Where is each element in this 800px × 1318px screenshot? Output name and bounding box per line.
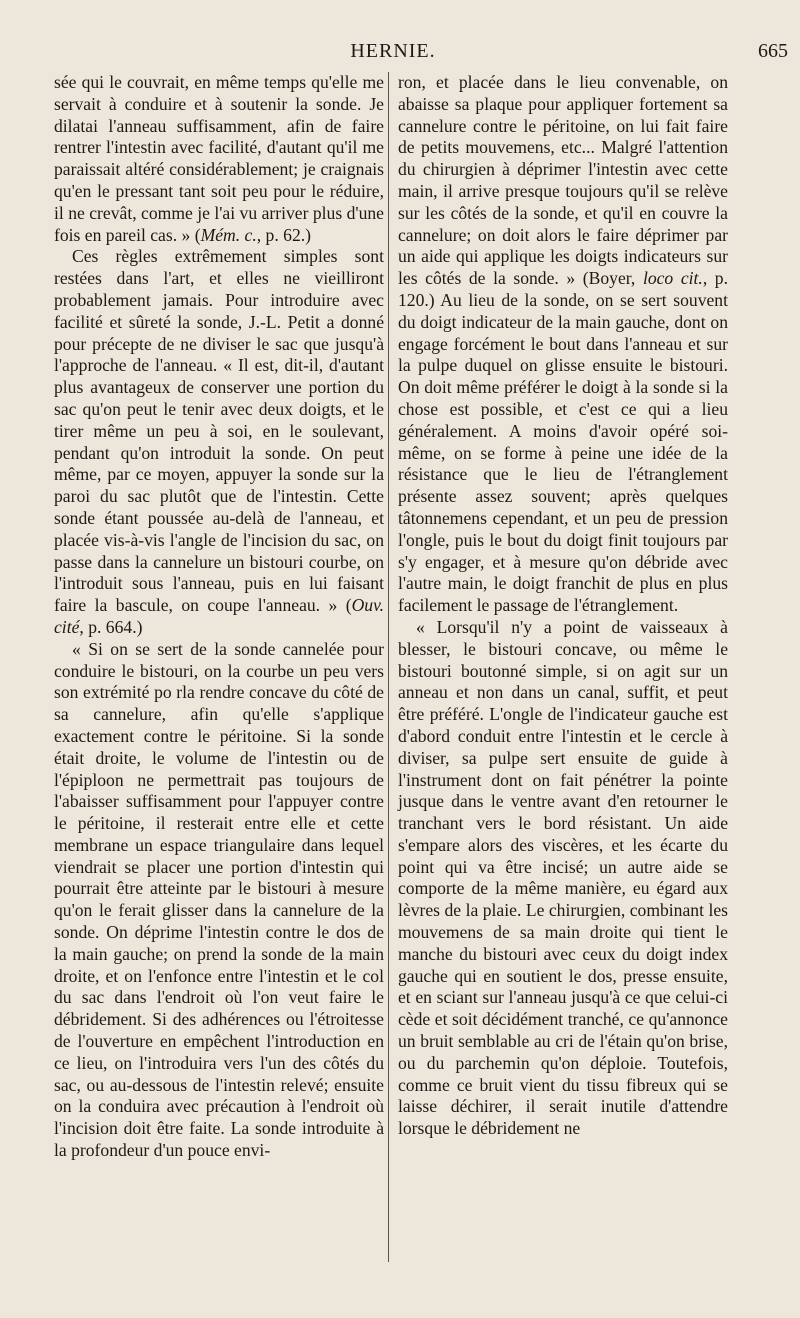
paragraph-text: Ces règles extrêmement simples sont restées dans l'art, et elles ne vieilliront probablement jamais. Pour introduire avec facilité et sûreté la sonde, J.-L. Petit a donné pour précepte de ne diviser le sac que jusqu'à l'approche de l'anneau. « Il est, dit-il, d'autant plus avantageux de conserver une portion du sac qu'on peut le tenir avec deux doigts, et le tirer même un peu à soi, en le soulevant, pendant qu'on introduit la sonde. On peut même, par ce moyen, appuyer la sonde sur la paroi du sac plutôt que de l'intestin. Cette sonde étant poussée au-delà de l'anneau, et placée vis-à-vis l'angle de l'incision du sac, on passe dans la cannelure un bistouri courbe, on l'introduit sous l'anneau, puis en lui faisant faire la bascule, on coupe l'anneau. » (	[54, 246, 384, 616]
citation: Mém. c.	[200, 224, 257, 245]
page-title: HERNIE.	[350, 40, 436, 62]
running-header	[48, 40, 788, 72]
paragraph	[54, 246, 384, 638]
right-column	[398, 72, 728, 1140]
paragraph	[398, 72, 728, 617]
page-number: 665	[758, 40, 788, 62]
paragraph-text: ron, et placée dans le lieu convenable, on abaisse sa plaque pour appliquer fortement sa cannelure contre le péritoine, on lui fait faire de petits mouvemens, etc... Malgré l'attention du chirurgien à déprimer l'intestin avec cette main, il arrive presque toujours qu'il se relève sur les côtés de la sonde, et qu'il en couvre la cannelure; on doit alors le faire déprimer par un aide qui applique les doigts indicateurs sur les côtés de la sonde. » (Boyer,	[398, 72, 728, 289]
citation: Ouv. cité	[54, 595, 384, 637]
paragraph	[54, 72, 384, 246]
paragraph: « Lorsqu'il n'y a point de vaisseaux à blesser, le bistouri concave, ou même le bistouri boutonné simple, si on agit sur un anneau et non dans un canal, suffit, et peut être préféré. L'ongle de l'indicateur gauche est d'abord conduit entre l'intestin et le cercle à diviser, sa pulpe sert ensuite de guide à l'instrument dont on fait pénétrer la pointe jusque dans le ventre avant d'en retourner le tranchant vers le bord résistant. Un aide s'empare alors des viscères, et les écarte du point qui va être incisé; un autre aide se comporte de la même manière, eu égard aux lèvres de la plaie. Le chirurgien, combinant les mouvemens de sa main droite qui tient le manche du bistouri avec ceux du doigt index gauche qui en soutient le dos, presse ensuite, et en sciant sur l'anneau jusqu'à ce que celui-ci cède et soit décidément tranché, ce qu'annonce un bruit semblable au cri de l'étain qu'on brise, ou du parchemin qu'on déploie. Toutefois, comme ce bruit vient du tissu fibreux qui se laisse déchirer, il serait inutile d'attendre lorsque le débridement ne	[398, 616, 728, 1139]
paragraph-text: , p. 664.)	[79, 616, 143, 637]
paragraph-text: sée qui le couvrait, en même temps qu'elle me servait à conduire et à soutenir la sonde. Je dilatai l'anneau suffisamment, afin de faire rentrer l'intestin avec facilité, d'autant qu'il me paraissait altéré considérablement; je craignais qu'en le pressant tant soit peu pour le réduire, il ne crevât, comme je l'ai vu arriver plus d'une fois en pareil cas. » (	[54, 72, 384, 245]
citation: loco cit.	[642, 268, 703, 289]
paragraph: « Si on se sert de la sonde cannelée pour conduire le bistouri, on la courbe un peu vers son extrémité po rla rendre concave du côté de sa cannelure, afin qu'elle s'applique exactement contre le péritoine. Si la sonde était droite, le volume de l'intestin ou de l'épiploon ne permettrait pas toujours de l'abaisser suffisamment pour l'appuyer contre le péritoine, il resterait entre elle et cette membrane un espace triangulaire dans lequel viendrait se placer une portion d'intestin qui pourrait être atteinte par le bistouri à mesure qu'on le ferait glisser dans la cannelure de la sonde. On déprime l'intestin contre le dos de la main gauche; on prend la sonde de la main droite, et on l'enfonce entre l'intestin et le col du sac dans l'endroit où l'on veut faire le débridement. Si des adhérences ou l'étroitesse de l'ouverture en empêchent l'introduction en ce lieu, on l'introduira vers l'un des côtés du sac, ou au-dessous de l'intestin relevé; ensuite on la conduira avec précaution à l'endroit où l'incision doit être faite. La sonde introduite à la profondeur d'un pouce envi-	[54, 638, 384, 1161]
paragraph-text: , p. 120.) Au lieu de la sonde, on se sert souvent du doigt indicateur de la main gauche, dont on engage forcément le bout dans l'anneau et sur la pulpe duquel on glisse ensuite le bistouri. On doit même préférer le doigt à la sonde si la chose est possible, et c'est ce qui a lieu généralement. A moins d'avoir opéré soi-même, on se forme à peine une idée de la résistance que le lieu de l'étranglement présente assez souvent; après quelques tâtonnemens cependant, et un peu de pression l'ongle, puis le bout du doigt finit toujours par s'y engager, et à mesure qu'on débride avec l'autre main, le doigt franchit de plus en plus facilement le passage de l'étranglement.	[398, 268, 728, 616]
left-column	[54, 72, 384, 1162]
paragraph-text: , p. 62.)	[256, 224, 311, 245]
column-divider	[388, 72, 389, 1262]
